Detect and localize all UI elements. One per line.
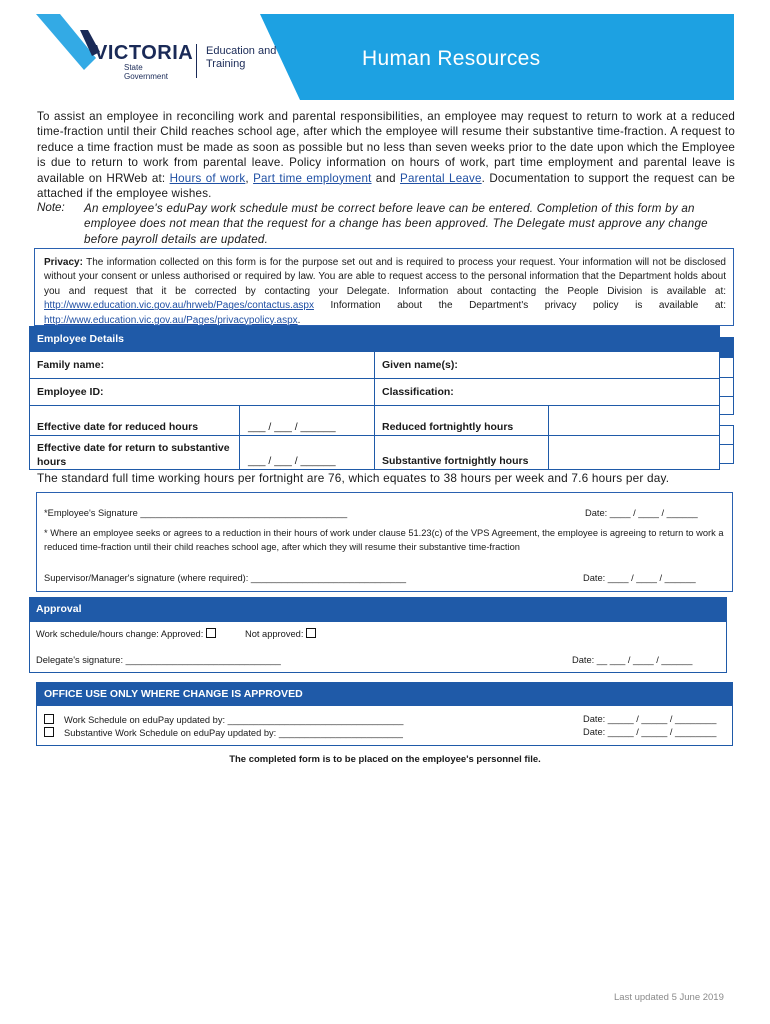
substantive-hours-label-cell [374, 435, 549, 470]
side-tab [719, 357, 734, 378]
delegate-signature-date[interactable]: Date: __ ___ / ____ / ______ [572, 655, 693, 665]
privacy-statement [44, 256, 726, 328]
side-tab [719, 396, 734, 415]
note-label: Note: [37, 201, 65, 214]
reduced-hours-label-cell [374, 405, 549, 436]
privacy-text-end: . [297, 314, 301, 326]
reduced-hours-label: Reduced fortnightly hours [382, 421, 514, 433]
effective-reduced-label-cell [29, 405, 240, 436]
substantive-schedule-checkbox[interactable] [44, 727, 54, 737]
employee-id-field[interactable] [29, 378, 375, 406]
intro-text-end: . Documentation to support the request can be attached if the employee wishes. [37, 171, 736, 201]
intro-separator: and [371, 171, 401, 185]
intro-paragraph [37, 109, 735, 201]
substantive-hours-label: Substantive fortnightly hours [382, 455, 529, 467]
workschedule-date[interactable]: Date: _____ / _____ / ________ [583, 714, 717, 724]
workschedule-label: Work Schedule on eduPay updated by: __________________________________ [64, 715, 404, 725]
employee-signature-line[interactable]: *Employee's Signature ________________________________________ [44, 508, 348, 518]
not-approved-checkbox[interactable] [306, 628, 316, 638]
privacy-label: Privacy: [44, 257, 83, 268]
classification-field[interactable] [374, 378, 720, 406]
standard-hours-note: The standard full time working hours per fortnight are 76, which equates to 38 hours per week and 7.6 hours per day. [37, 471, 670, 485]
approved-checkbox[interactable] [206, 628, 216, 638]
contact-us-link[interactable]: http://www.education.vic.gov.au/hrweb/Pages/contactus.aspx [44, 300, 314, 312]
privacy-text: The information collected on this form is for the purpose set out and is required to process your request. Your information will not be disclosed without your consent or unless authorised or required by law. You are able to request access to the personal information that the Department holds about you and request that it be corrected by contacting your Delegate. Information about contacting the People Division is available at: [44, 257, 726, 297]
not-approved-label: Not approved: [245, 629, 304, 639]
substantive-hours-field[interactable] [548, 435, 720, 470]
last-updated: Last updated 5 June 2019 [614, 992, 724, 1003]
given-names-label: Given name(s): [382, 359, 458, 371]
heading-tab [720, 337, 734, 357]
effective-reduced-date: ___ / ___ / ______ [248, 421, 336, 433]
side-tab [719, 425, 734, 445]
hours-change-row [36, 628, 216, 639]
supervisor-signature-date[interactable]: Date: ____ / ____ / ______ [583, 573, 696, 583]
effective-return-label-cell [29, 435, 240, 470]
page-title: Human Resources [362, 47, 541, 70]
classification-label: Classification: [382, 386, 454, 398]
employee-details-heading: Employee Details [29, 326, 720, 351]
office-item-2 [44, 727, 403, 738]
intro-separator: , [245, 171, 254, 185]
office-item-1 [44, 714, 403, 725]
personnel-file-note: The completed form is to be placed on the employee's personnel file. [229, 754, 541, 765]
delegate-signature-line[interactable]: Delegate's signature: ______________________________ [36, 655, 281, 665]
side-tab [719, 377, 734, 397]
logo-divider [196, 44, 197, 78]
reduced-hours-field[interactable] [548, 405, 720, 436]
not-approved-row [245, 628, 316, 639]
side-tab [719, 444, 734, 464]
privacy-text: Information about the Department's privacy policy is available at: [313, 300, 726, 312]
substantive-schedule-date[interactable]: Date: _____ / _____ / ________ [583, 727, 717, 737]
office-use-box [36, 706, 733, 746]
employee-id-label: Employee ID: [37, 386, 104, 398]
intro-text: To assist an employee in reconciling work and parental responsibilities, an employee may request to return to work at a reduced time-fraction until their Child reaches school age, after which the employee will resume their substantive time-fraction. A request to reduce a time fraction must be made as soon as possible but no less than seven weeks prior to the date upon which the Employee is due to return to work from parental leave. Policy information on hours of work, part time employment and parental leave is available on HRWeb at: [37, 110, 735, 185]
family-name-field[interactable] [29, 351, 375, 379]
page-header [0, 0, 770, 100]
given-names-field[interactable] [374, 351, 720, 379]
supervisor-signature-line[interactable]: Supervisor/Manager's signature (where required): ______________________________ [44, 573, 407, 583]
note-text: An employee's eduPay work schedule must be correct before leave can be entered. Completion of this form by an employee does not mean that the request for a change has been approved. The Delegate must approve any change before payroll details are updated. [84, 202, 708, 246]
office-use-heading: OFFICE USE ONLY WHERE CHANGE IS APPROVED [36, 682, 733, 706]
effective-return-date-field[interactable] [239, 435, 375, 470]
effective-return-date: ___ / ___ / ______ [248, 455, 336, 467]
substantive-schedule-label: Substantive Work Schedule on eduPay updated by: ________________________ [64, 728, 403, 738]
part-time-employment-link[interactable]: Part time employment [253, 171, 372, 185]
state-government-label: State Government [124, 63, 169, 81]
effective-reduced-date-field[interactable] [239, 405, 375, 436]
approved-label: Work schedule/hours change: Approved: [36, 629, 204, 639]
workschedule-checkbox[interactable] [44, 714, 54, 724]
approval-heading: Approval [29, 597, 727, 622]
hours-of-work-link[interactable]: Hours of work [169, 171, 246, 185]
victoria-logo: VICTORIA [94, 42, 194, 64]
privacy-policy-link[interactable]: http://www.education.vic.gov.au/Pages/privacypolicy.aspx [44, 314, 298, 326]
effective-reduced-label: Effective date for reduced hours [37, 421, 199, 433]
effective-return-label: Effective date for return to substantive hours [37, 442, 230, 468]
parental-leave-link[interactable]: Parental Leave [400, 171, 482, 185]
employee-signature-date[interactable]: Date: ____ / ____ / ______ [585, 508, 698, 518]
department-name: Education and Training [206, 45, 277, 70]
family-name-label: Family name: [37, 359, 105, 371]
clause-note: * Where an employee seeks or agrees to a reduction in their hours of work under clause 51.23(c) of the VPS Agreement, the employee is agreeing to return to work a reduced time-fraction until their child reaches school age, after which they will resume their substantive time-fraction [44, 528, 724, 552]
